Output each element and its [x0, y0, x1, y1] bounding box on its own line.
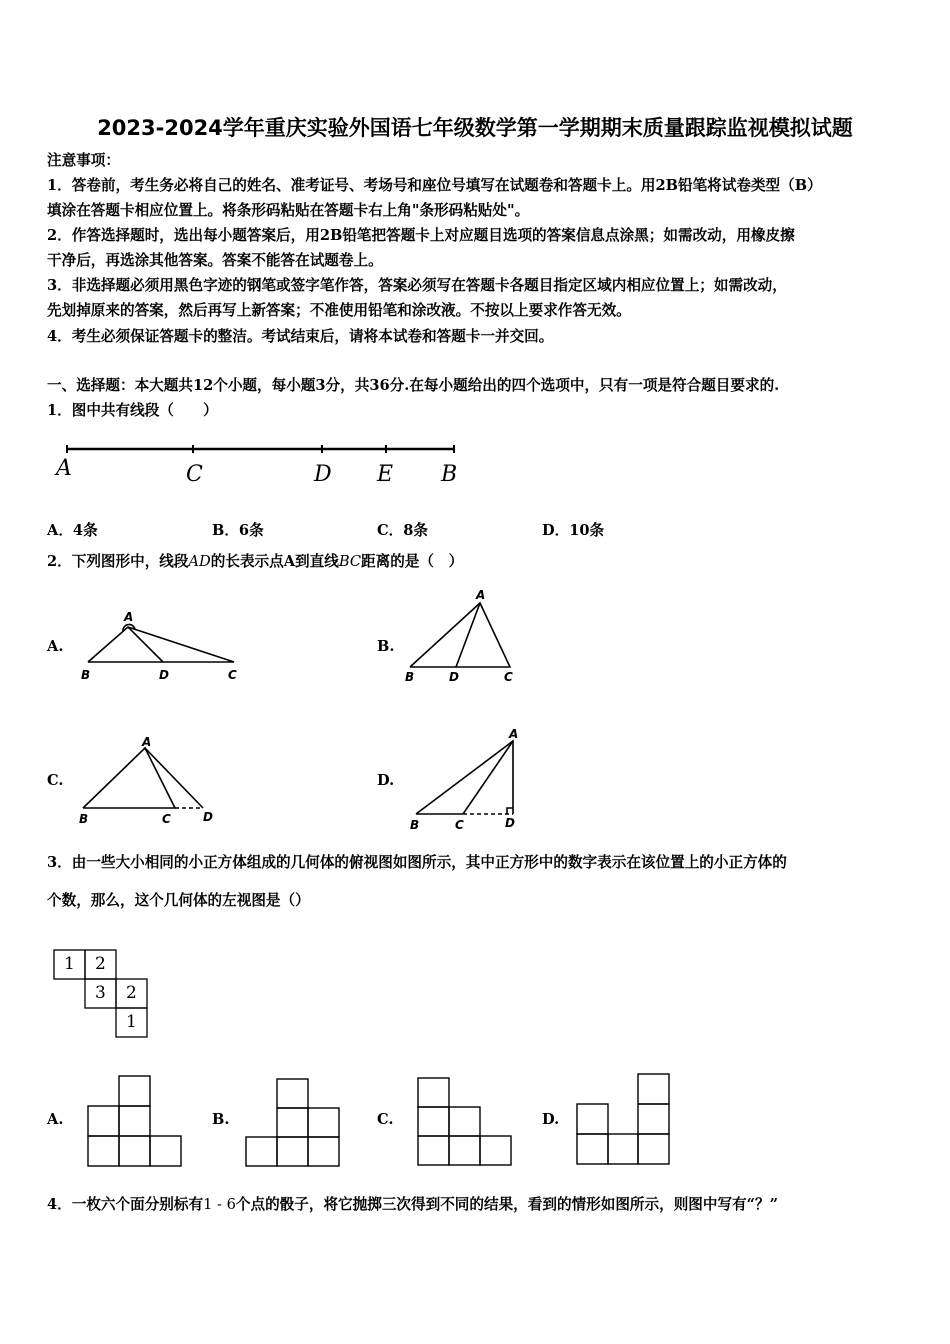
notice-line: 4．考生必须保证答题卡的整洁。考试结束后，请将本试卷和答题卡一并交回。	[47, 328, 554, 345]
question-1-stem: 1．图中共有线段（ ）	[47, 402, 218, 419]
grid-number: 1	[126, 1012, 137, 1032]
grid-number: 1	[64, 954, 75, 974]
left-view-d	[577, 1074, 669, 1164]
notice-line: 1．答卷前，考生务必将自己的姓名、准考证号、考场号和座位号填写在试题卷和答题卡上。用2B铅笔将试卷类型（B）	[47, 177, 822, 194]
point-label-c: C	[186, 462, 203, 487]
vertex-label: C	[455, 818, 464, 832]
notice-line: 3．非选择题必须用黑色字迹的钢笔或签字笔作答，答案必须写在答题卡各题目指定区域内相应位置上；如需改动，	[47, 277, 787, 294]
vertex-label: B	[79, 812, 89, 826]
vertex-label: C	[504, 670, 513, 684]
vertex-label: D	[159, 668, 169, 682]
q3-option-c[interactable]: C.	[377, 1111, 394, 1128]
q2-option-b[interactable]: B.	[377, 638, 395, 655]
q2-option-a[interactable]: A.	[47, 638, 64, 655]
grid-number: 3	[95, 983, 106, 1003]
page-title: 2023-2024学年重庆实验外国语七年级数学第一学期期末质量跟踪监视模拟试题	[97, 116, 853, 140]
q1-option-d[interactable]: D．10条	[542, 522, 605, 539]
q3-option-a[interactable]: A.	[47, 1111, 64, 1128]
notice-line: 2．作答选择题时，选出每小题答案后，用2B铅笔把答题卡上对应题目选项的答案信息点涂黑；如需改动，用橡皮擦	[47, 227, 795, 244]
question-3-stem-line1: 3．由一些大小相同的小正方体组成的几何体的俯视图如图所示，其中正方形中的数字表示在该位置上的小正方体的	[47, 854, 787, 871]
segment-ad: AD	[188, 553, 211, 570]
q2-option-c[interactable]: C.	[47, 772, 64, 789]
point-label-b: B	[441, 462, 458, 487]
notice-line: 先划掉原来的答案，然后再写上新答案；不准使用铅笔和涂改液。不按以上要求作答无效。	[47, 302, 631, 319]
vertex-label: D	[505, 816, 515, 830]
left-view-b	[246, 1079, 339, 1166]
line-bc: BC	[338, 553, 361, 570]
vertex-label: B	[410, 818, 420, 832]
question-3-stem-line2: 个数，那么，这个几何体的左视图是（）	[47, 892, 310, 909]
left-view-a	[88, 1076, 181, 1166]
q2-option-d[interactable]: D.	[377, 772, 395, 789]
point-label-e: E	[377, 462, 394, 487]
vertex-label: C	[162, 812, 171, 826]
question-4-stem: 4．一枚六个面分别标有1 - 6个点的骰子，将它抛掷三次得到不同的结果，看到的情形如图所示，则图中写有“？”	[47, 1196, 779, 1213]
vertex-label: A	[142, 735, 152, 749]
vertex-label: A	[476, 588, 486, 602]
q1-option-a[interactable]: A．4条	[47, 522, 98, 539]
vertex-label: D	[449, 670, 459, 684]
section-heading: 一、选择题：本大题共12个小题，每小题3分，共36分.在每小题给出的四个选项中，只有一项是符合题目要求的.	[47, 377, 780, 394]
notice-heading: 注意事项：	[47, 152, 120, 169]
vertex-label: B	[81, 668, 91, 682]
vertex-label: C	[228, 668, 237, 682]
q1-option-c[interactable]: C．8条	[377, 522, 428, 539]
question-2-stem: 2．下列图形中，线段AD的长表示点A到直线BC距离的是（ ）	[47, 553, 464, 570]
left-view-c	[418, 1078, 511, 1165]
notice-line: 填涂在答题卡相应位置上。将条形码粘贴在答题卡右上角"条形码粘贴处"。	[47, 202, 530, 219]
notice-line: 干净后，再选涂其他答案。答案不能答在试题卷上。	[47, 252, 383, 269]
q3-option-b[interactable]: B.	[212, 1111, 230, 1128]
vertex-label: A	[509, 727, 519, 741]
point-label-d: D	[314, 462, 332, 487]
grid-number: 2	[126, 983, 137, 1003]
q1-option-b[interactable]: B．6条	[212, 522, 264, 539]
vertex-label: B	[405, 670, 415, 684]
dice-range: 1 - 6	[203, 1196, 236, 1213]
point-label-a: A	[56, 456, 72, 481]
q3-option-d[interactable]: D.	[542, 1111, 560, 1128]
grid-number: 2	[95, 954, 106, 974]
vertex-label: A	[124, 610, 134, 624]
vertex-label: D	[203, 810, 213, 824]
